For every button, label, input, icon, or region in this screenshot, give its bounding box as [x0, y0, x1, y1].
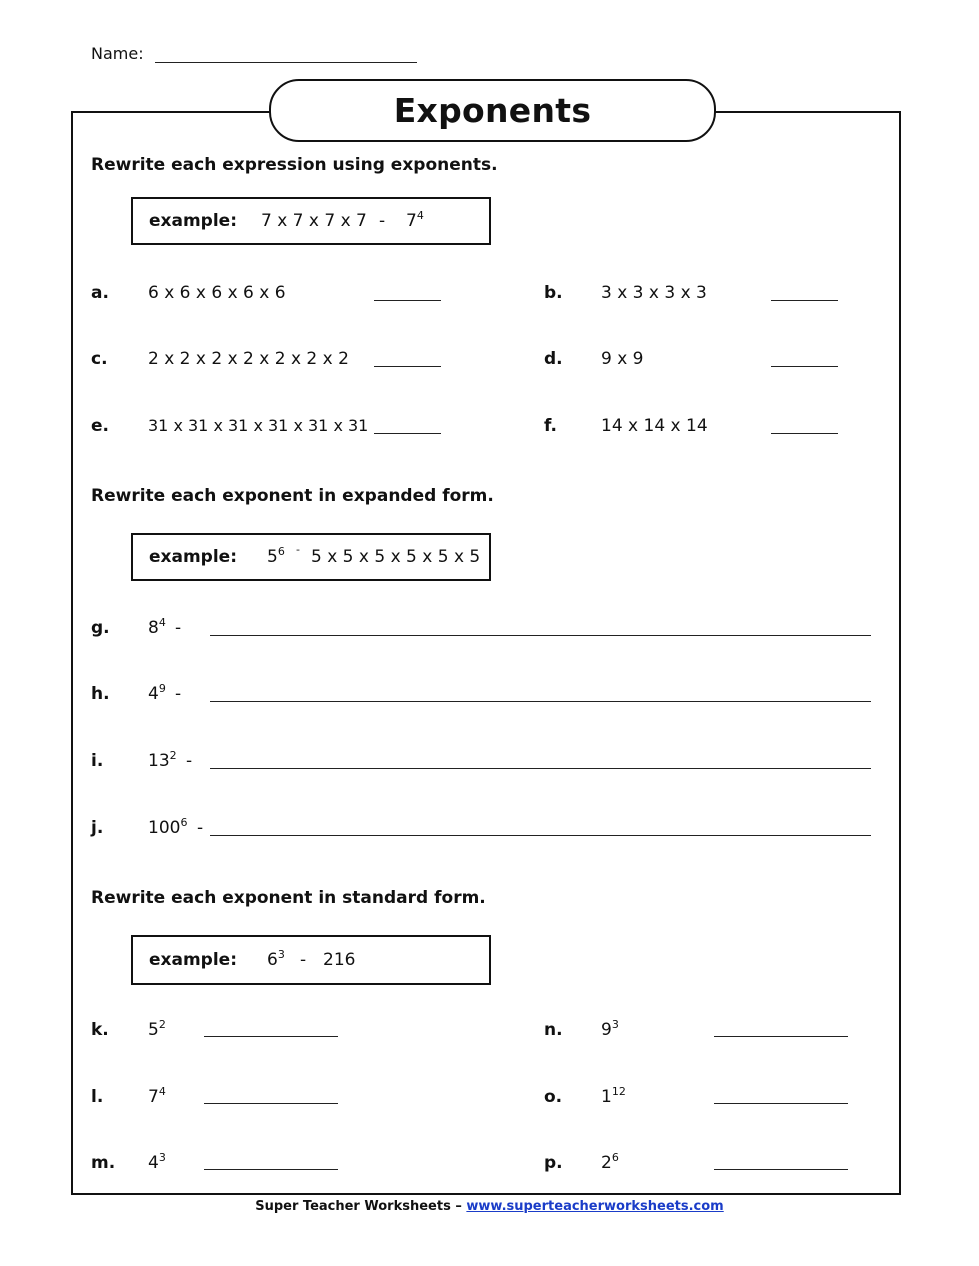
answer-line-c[interactable] — [374, 366, 441, 367]
section3-heading: Rewrite each exponent in standard form. — [91, 888, 486, 908]
item-letter-d: d. — [544, 349, 563, 369]
answer-line-m[interactable] — [204, 1169, 338, 1170]
answer-line-g[interactable] — [210, 635, 871, 636]
worksheet-frame — [71, 111, 901, 1195]
example-expanded: 5 x 5 x 5 x 5 x 5 x 5 — [311, 547, 481, 567]
answer-line-p[interactable] — [714, 1169, 848, 1170]
item-exponent-n: $9^3$ — [601, 1018, 619, 1040]
answer-line-a[interactable] — [374, 300, 441, 301]
item-letter-o: o. — [544, 1087, 563, 1107]
item-exponent-g: $8^4$ — [148, 616, 166, 638]
example-separator: - — [300, 950, 307, 970]
item-letter-f: f. — [544, 416, 557, 436]
answer-line-j[interactable] — [210, 835, 871, 836]
answer-line-h[interactable] — [210, 701, 871, 702]
item-letter-b: b. — [544, 283, 563, 303]
answer-line-n[interactable] — [714, 1036, 848, 1037]
item-exponent-m: $4^3$ — [148, 1151, 166, 1173]
footer-link[interactable]: www.superteacherworksheets.com — [466, 1199, 724, 1214]
section1-heading: Rewrite each expression using exponents. — [91, 155, 498, 175]
name-blank-line[interactable] — [155, 62, 417, 63]
example-value: 216 — [323, 950, 356, 970]
item-letter-c: c. — [91, 349, 108, 369]
example-answer: $7^4$ — [406, 209, 424, 231]
example-exponent: $5^6$ — [267, 545, 285, 567]
item-expression-b: 3 x 3 x 3 x 3 — [601, 283, 707, 303]
item-exponent-l: $7^4$ — [148, 1085, 166, 1107]
footer — [0, 1199, 979, 1214]
section2-heading: Rewrite each exponent in expanded form. — [91, 486, 494, 506]
page-title: Exponents — [269, 79, 716, 142]
section2-example-box — [131, 533, 491, 581]
item-letter-a: a. — [91, 283, 109, 303]
item-expression-a: 6 x 6 x 6 x 6 x 6 — [148, 283, 286, 303]
item-letter-i: i. — [91, 751, 104, 771]
example-exponent: $6^3$ — [267, 948, 285, 970]
item-exponent-h: $4^9$ — [148, 682, 166, 704]
item-letter-k: k. — [91, 1020, 109, 1040]
item-exponent-i: $13^2$ — [148, 749, 177, 771]
item-letter-e: e. — [91, 416, 109, 436]
answer-line-d[interactable] — [771, 366, 838, 367]
section3-example-box — [131, 935, 491, 985]
answer-line-l[interactable] — [204, 1103, 338, 1104]
item-expression-f: 14 x 14 x 14 — [601, 416, 708, 436]
item-separator-h: - — [175, 684, 182, 704]
item-exponent-o: $1^{12}$ — [601, 1085, 626, 1107]
item-letter-m: m. — [91, 1153, 116, 1173]
item-letter-l: l. — [91, 1087, 104, 1107]
answer-line-f[interactable] — [771, 433, 838, 434]
answer-line-e[interactable] — [374, 433, 441, 434]
item-letter-n: n. — [544, 1020, 563, 1040]
item-letter-g: g. — [91, 618, 110, 638]
item-expression-e: 31 x 31 x 31 x 31 x 31 x 31 — [148, 416, 369, 435]
answer-line-b[interactable] — [771, 300, 838, 301]
item-expression-d: 9 x 9 — [601, 349, 644, 369]
example-separator: - — [296, 543, 300, 556]
example-expression: 7 x 7 x 7 x 7 — [261, 211, 367, 231]
example-label: example: — [149, 950, 238, 970]
item-separator-j: - — [197, 818, 204, 838]
example-separator: - — [379, 211, 386, 231]
answer-line-i[interactable] — [210, 768, 871, 769]
name-label: Name: — [91, 44, 144, 63]
example-label: example: — [149, 547, 238, 567]
item-separator-g: - — [175, 618, 182, 638]
item-expression-c: 2 x 2 x 2 x 2 x 2 x 2 x 2 — [148, 349, 349, 369]
item-letter-h: h. — [91, 684, 110, 704]
item-exponent-k: $5^2$ — [148, 1018, 166, 1040]
item-letter-j: j. — [91, 818, 104, 838]
answer-line-k[interactable] — [204, 1036, 338, 1037]
item-separator-i: - — [186, 751, 193, 771]
item-exponent-j: $100^6$ — [148, 816, 188, 838]
item-exponent-p: $2^6$ — [601, 1151, 619, 1173]
item-letter-p: p. — [544, 1153, 563, 1173]
example-label: example: — [149, 211, 238, 231]
answer-line-o[interactable] — [714, 1103, 848, 1104]
section1-example-box — [131, 197, 491, 245]
footer-brand: Super Teacher Worksheets – — [255, 1199, 467, 1214]
